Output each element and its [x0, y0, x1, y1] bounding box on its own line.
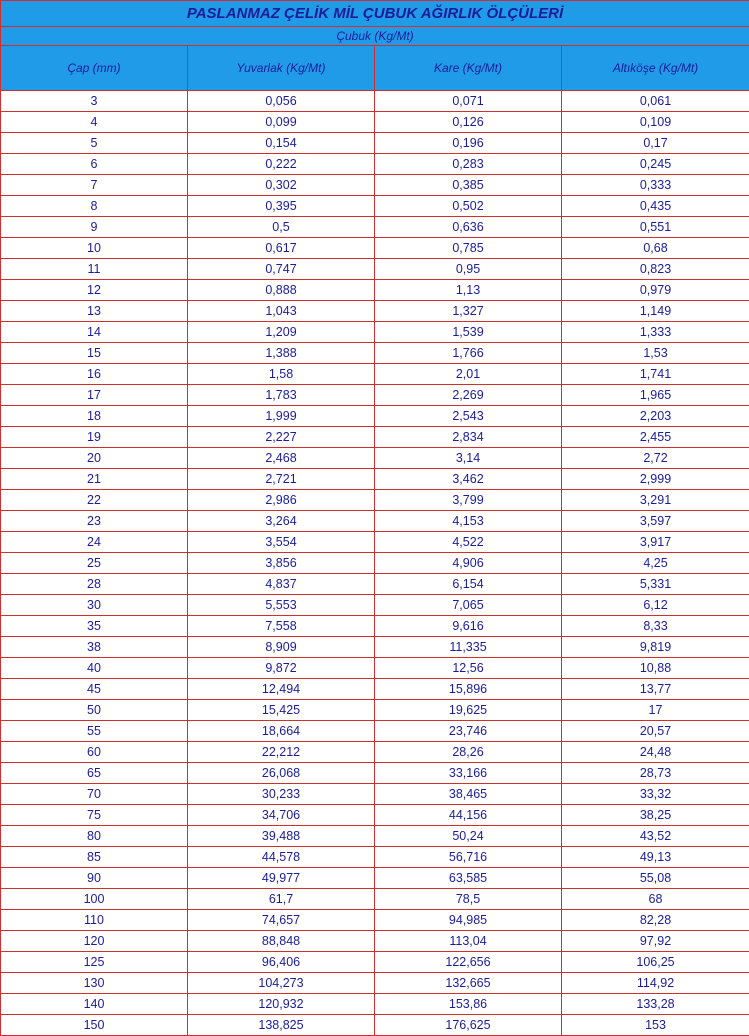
cell-round: 34,706 [188, 805, 375, 826]
table-row [1, 595, 749, 616]
cell-diameter: 120 [1, 931, 188, 952]
table-row [1, 805, 749, 826]
cell-diameter: 75 [1, 805, 188, 826]
cell-diameter: 19 [1, 427, 188, 448]
table-row [1, 238, 749, 259]
cell-square: 15,896 [375, 679, 562, 700]
table-row [1, 994, 749, 1015]
cell-hexagon: 0,061 [562, 91, 749, 112]
cell-square: 1,13 [375, 280, 562, 301]
cell-diameter: 40 [1, 658, 188, 679]
table-row [1, 952, 749, 973]
cell-square: 2,543 [375, 406, 562, 427]
table-body [1, 91, 749, 1036]
cell-round: 1,58 [188, 364, 375, 385]
cell-hexagon: 1,333 [562, 322, 749, 343]
cell-round: 9,872 [188, 658, 375, 679]
cell-hexagon: 2,203 [562, 406, 749, 427]
table-row [1, 700, 749, 721]
cell-round: 1,999 [188, 406, 375, 427]
table-row [1, 385, 749, 406]
table-row [1, 133, 749, 154]
cell-hexagon: 4,25 [562, 553, 749, 574]
cell-round: 1,388 [188, 343, 375, 364]
column-header-diameter: Çap (mm) [1, 46, 188, 91]
cell-square: 6,154 [375, 574, 562, 595]
cell-square: 1,766 [375, 343, 562, 364]
cell-square: 1,539 [375, 322, 562, 343]
cell-square: 28,26 [375, 742, 562, 763]
cell-diameter: 38 [1, 637, 188, 658]
cell-square: 0,071 [375, 91, 562, 112]
cell-hexagon: 0,17 [562, 133, 749, 154]
table-row [1, 931, 749, 952]
cell-square: 2,834 [375, 427, 562, 448]
cell-hexagon: 0,109 [562, 112, 749, 133]
cell-square: 2,269 [375, 385, 562, 406]
cell-round: 12,494 [188, 679, 375, 700]
cell-diameter: 55 [1, 721, 188, 742]
cell-hexagon: 68 [562, 889, 749, 910]
table-row [1, 868, 749, 889]
table-title: PASLANMAZ ÇELİK MİL ÇUBUK AĞIRLIK ÖLÇÜLERİ [1, 1, 749, 27]
table-row [1, 532, 749, 553]
cell-round: 74,657 [188, 910, 375, 931]
cell-square: 44,156 [375, 805, 562, 826]
cell-square: 33,166 [375, 763, 562, 784]
cell-hexagon: 49,13 [562, 847, 749, 868]
table-row [1, 784, 749, 805]
table-row [1, 301, 749, 322]
cell-hexagon: 9,819 [562, 637, 749, 658]
cell-hexagon: 82,28 [562, 910, 749, 931]
cell-square: 0,385 [375, 175, 562, 196]
cell-hexagon: 0,823 [562, 259, 749, 280]
cell-square: 0,196 [375, 133, 562, 154]
cell-square: 0,502 [375, 196, 562, 217]
cell-hexagon: 3,917 [562, 532, 749, 553]
cell-round: 8,909 [188, 637, 375, 658]
cell-diameter: 25 [1, 553, 188, 574]
table-row [1, 847, 749, 868]
cell-round: 1,209 [188, 322, 375, 343]
table-row [1, 427, 749, 448]
cell-diameter: 12 [1, 280, 188, 301]
cell-square: 56,716 [375, 847, 562, 868]
cell-hexagon: 1,53 [562, 343, 749, 364]
table-row [1, 343, 749, 364]
table-row [1, 742, 749, 763]
table-row [1, 259, 749, 280]
cell-diameter: 16 [1, 364, 188, 385]
cell-diameter: 100 [1, 889, 188, 910]
cell-hexagon: 24,48 [562, 742, 749, 763]
table-row [1, 511, 749, 532]
cell-square: 3,462 [375, 469, 562, 490]
table-row [1, 91, 749, 112]
table-row [1, 154, 749, 175]
cell-round: 4,837 [188, 574, 375, 595]
cell-diameter: 60 [1, 742, 188, 763]
cell-diameter: 130 [1, 973, 188, 994]
cell-diameter: 5 [1, 133, 188, 154]
cell-hexagon: 3,291 [562, 490, 749, 511]
cell-diameter: 150 [1, 1015, 188, 1036]
table-row [1, 280, 749, 301]
cell-diameter: 10 [1, 238, 188, 259]
cell-square: 38,465 [375, 784, 562, 805]
cell-hexagon: 2,72 [562, 448, 749, 469]
cell-diameter: 7 [1, 175, 188, 196]
cell-square: 12,56 [375, 658, 562, 679]
cell-square: 4,906 [375, 553, 562, 574]
cell-round: 0,154 [188, 133, 375, 154]
table-row [1, 910, 749, 931]
cell-square: 94,985 [375, 910, 562, 931]
cell-hexagon: 0,245 [562, 154, 749, 175]
table-row [1, 217, 749, 238]
cell-hexagon: 55,08 [562, 868, 749, 889]
cell-square: 2,01 [375, 364, 562, 385]
cell-hexagon: 0,551 [562, 217, 749, 238]
cell-square: 176,625 [375, 1015, 562, 1036]
cell-round: 3,264 [188, 511, 375, 532]
cell-diameter: 14 [1, 322, 188, 343]
cell-diameter: 9 [1, 217, 188, 238]
cell-square: 78,5 [375, 889, 562, 910]
header-row [1, 46, 749, 91]
cell-diameter: 110 [1, 910, 188, 931]
cell-round: 0,888 [188, 280, 375, 301]
cell-hexagon: 20,57 [562, 721, 749, 742]
title-row [1, 1, 749, 27]
cell-hexagon: 2,455 [562, 427, 749, 448]
cell-hexagon: 106,25 [562, 952, 749, 973]
cell-diameter: 23 [1, 511, 188, 532]
cell-hexagon: 1,965 [562, 385, 749, 406]
table-subtitle: Çubuk (Kg/Mt) [1, 27, 749, 46]
table-row [1, 322, 749, 343]
cell-round: 88,848 [188, 931, 375, 952]
cell-diameter: 24 [1, 532, 188, 553]
cell-hexagon: 0,979 [562, 280, 749, 301]
cell-hexagon: 5,331 [562, 574, 749, 595]
cell-hexagon: 0,333 [562, 175, 749, 196]
cell-square: 0,95 [375, 259, 562, 280]
cell-diameter: 15 [1, 343, 188, 364]
cell-round: 120,932 [188, 994, 375, 1015]
cell-hexagon: 153 [562, 1015, 749, 1036]
cell-hexagon: 38,25 [562, 805, 749, 826]
cell-square: 4,153 [375, 511, 562, 532]
cell-hexagon: 28,73 [562, 763, 749, 784]
table-row [1, 448, 749, 469]
cell-round: 0,617 [188, 238, 375, 259]
table-row [1, 406, 749, 427]
cell-round: 44,578 [188, 847, 375, 868]
cell-square: 0,283 [375, 154, 562, 175]
cell-round: 5,553 [188, 595, 375, 616]
cell-diameter: 45 [1, 679, 188, 700]
cell-diameter: 70 [1, 784, 188, 805]
cell-square: 63,585 [375, 868, 562, 889]
cell-square: 11,335 [375, 637, 562, 658]
table-row [1, 721, 749, 742]
table-row [1, 637, 749, 658]
cell-round: 2,986 [188, 490, 375, 511]
cell-square: 9,616 [375, 616, 562, 637]
cell-round: 1,043 [188, 301, 375, 322]
cell-diameter: 50 [1, 700, 188, 721]
column-header-square: Kare (Kg/Mt) [375, 46, 562, 91]
column-header-round: Yuvarlak (Kg/Mt) [188, 46, 375, 91]
cell-hexagon: 97,92 [562, 931, 749, 952]
cell-round: 30,233 [188, 784, 375, 805]
cell-hexagon: 133,28 [562, 994, 749, 1015]
cell-diameter: 22 [1, 490, 188, 511]
cell-square: 113,04 [375, 931, 562, 952]
table-row [1, 112, 749, 133]
cell-diameter: 11 [1, 259, 188, 280]
cell-round: 0,5 [188, 217, 375, 238]
cell-diameter: 28 [1, 574, 188, 595]
cell-square: 153,86 [375, 994, 562, 1015]
table-row [1, 973, 749, 994]
cell-round: 22,212 [188, 742, 375, 763]
cell-hexagon: 1,741 [562, 364, 749, 385]
table-row [1, 553, 749, 574]
cell-hexagon: 10,88 [562, 658, 749, 679]
cell-hexagon: 43,52 [562, 826, 749, 847]
cell-hexagon: 33,32 [562, 784, 749, 805]
cell-round: 3,554 [188, 532, 375, 553]
cell-square: 3,14 [375, 448, 562, 469]
cell-round: 7,558 [188, 616, 375, 637]
table-row [1, 1015, 749, 1036]
cell-diameter: 8 [1, 196, 188, 217]
cell-round: 15,425 [188, 700, 375, 721]
cell-round: 61,7 [188, 889, 375, 910]
cell-round: 26,068 [188, 763, 375, 784]
cell-diameter: 6 [1, 154, 188, 175]
cell-hexagon: 8,33 [562, 616, 749, 637]
cell-round: 3,856 [188, 553, 375, 574]
cell-hexagon: 0,435 [562, 196, 749, 217]
cell-diameter: 140 [1, 994, 188, 1015]
cell-square: 0,126 [375, 112, 562, 133]
cell-diameter: 4 [1, 112, 188, 133]
cell-hexagon: 17 [562, 700, 749, 721]
cell-round: 2,227 [188, 427, 375, 448]
cell-round: 0,099 [188, 112, 375, 133]
cell-diameter: 3 [1, 91, 188, 112]
cell-square: 1,327 [375, 301, 562, 322]
cell-round: 39,488 [188, 826, 375, 847]
cell-round: 138,825 [188, 1015, 375, 1036]
cell-diameter: 13 [1, 301, 188, 322]
cell-round: 2,468 [188, 448, 375, 469]
cell-round: 104,273 [188, 973, 375, 994]
table-row [1, 658, 749, 679]
table-row [1, 889, 749, 910]
cell-round: 0,302 [188, 175, 375, 196]
cell-square: 3,799 [375, 490, 562, 511]
subtitle-row [1, 27, 749, 46]
cell-hexagon: 0,68 [562, 238, 749, 259]
cell-diameter: 18 [1, 406, 188, 427]
table-row [1, 364, 749, 385]
cell-square: 50,24 [375, 826, 562, 847]
cell-diameter: 125 [1, 952, 188, 973]
cell-round: 1,783 [188, 385, 375, 406]
cell-diameter: 30 [1, 595, 188, 616]
table-row [1, 175, 749, 196]
cell-round: 96,406 [188, 952, 375, 973]
cell-diameter: 65 [1, 763, 188, 784]
table-row [1, 469, 749, 490]
cell-hexagon: 1,149 [562, 301, 749, 322]
cell-square: 132,665 [375, 973, 562, 994]
cell-hexagon: 114,92 [562, 973, 749, 994]
table-row [1, 574, 749, 595]
cell-round: 0,222 [188, 154, 375, 175]
cell-diameter: 80 [1, 826, 188, 847]
cell-hexagon: 6,12 [562, 595, 749, 616]
cell-diameter: 21 [1, 469, 188, 490]
table-row [1, 679, 749, 700]
cell-round: 0,056 [188, 91, 375, 112]
cell-hexagon: 2,999 [562, 469, 749, 490]
cell-round: 2,721 [188, 469, 375, 490]
cell-diameter: 90 [1, 868, 188, 889]
cell-square: 0,636 [375, 217, 562, 238]
cell-square: 122,656 [375, 952, 562, 973]
table-row [1, 196, 749, 217]
cell-round: 18,664 [188, 721, 375, 742]
cell-diameter: 85 [1, 847, 188, 868]
cell-square: 7,065 [375, 595, 562, 616]
cell-square: 19,625 [375, 700, 562, 721]
cell-square: 23,746 [375, 721, 562, 742]
table-row [1, 763, 749, 784]
cell-square: 0,785 [375, 238, 562, 259]
cell-square: 4,522 [375, 532, 562, 553]
cell-diameter: 17 [1, 385, 188, 406]
cell-diameter: 20 [1, 448, 188, 469]
cell-hexagon: 3,597 [562, 511, 749, 532]
cell-round: 0,395 [188, 196, 375, 217]
table-row [1, 826, 749, 847]
table-row [1, 490, 749, 511]
column-header-hexagon: Altıköşe (Kg/Mt) [562, 46, 749, 91]
cell-hexagon: 13,77 [562, 679, 749, 700]
cell-diameter: 35 [1, 616, 188, 637]
table-row [1, 616, 749, 637]
cell-round: 49,977 [188, 868, 375, 889]
cell-round: 0,747 [188, 259, 375, 280]
